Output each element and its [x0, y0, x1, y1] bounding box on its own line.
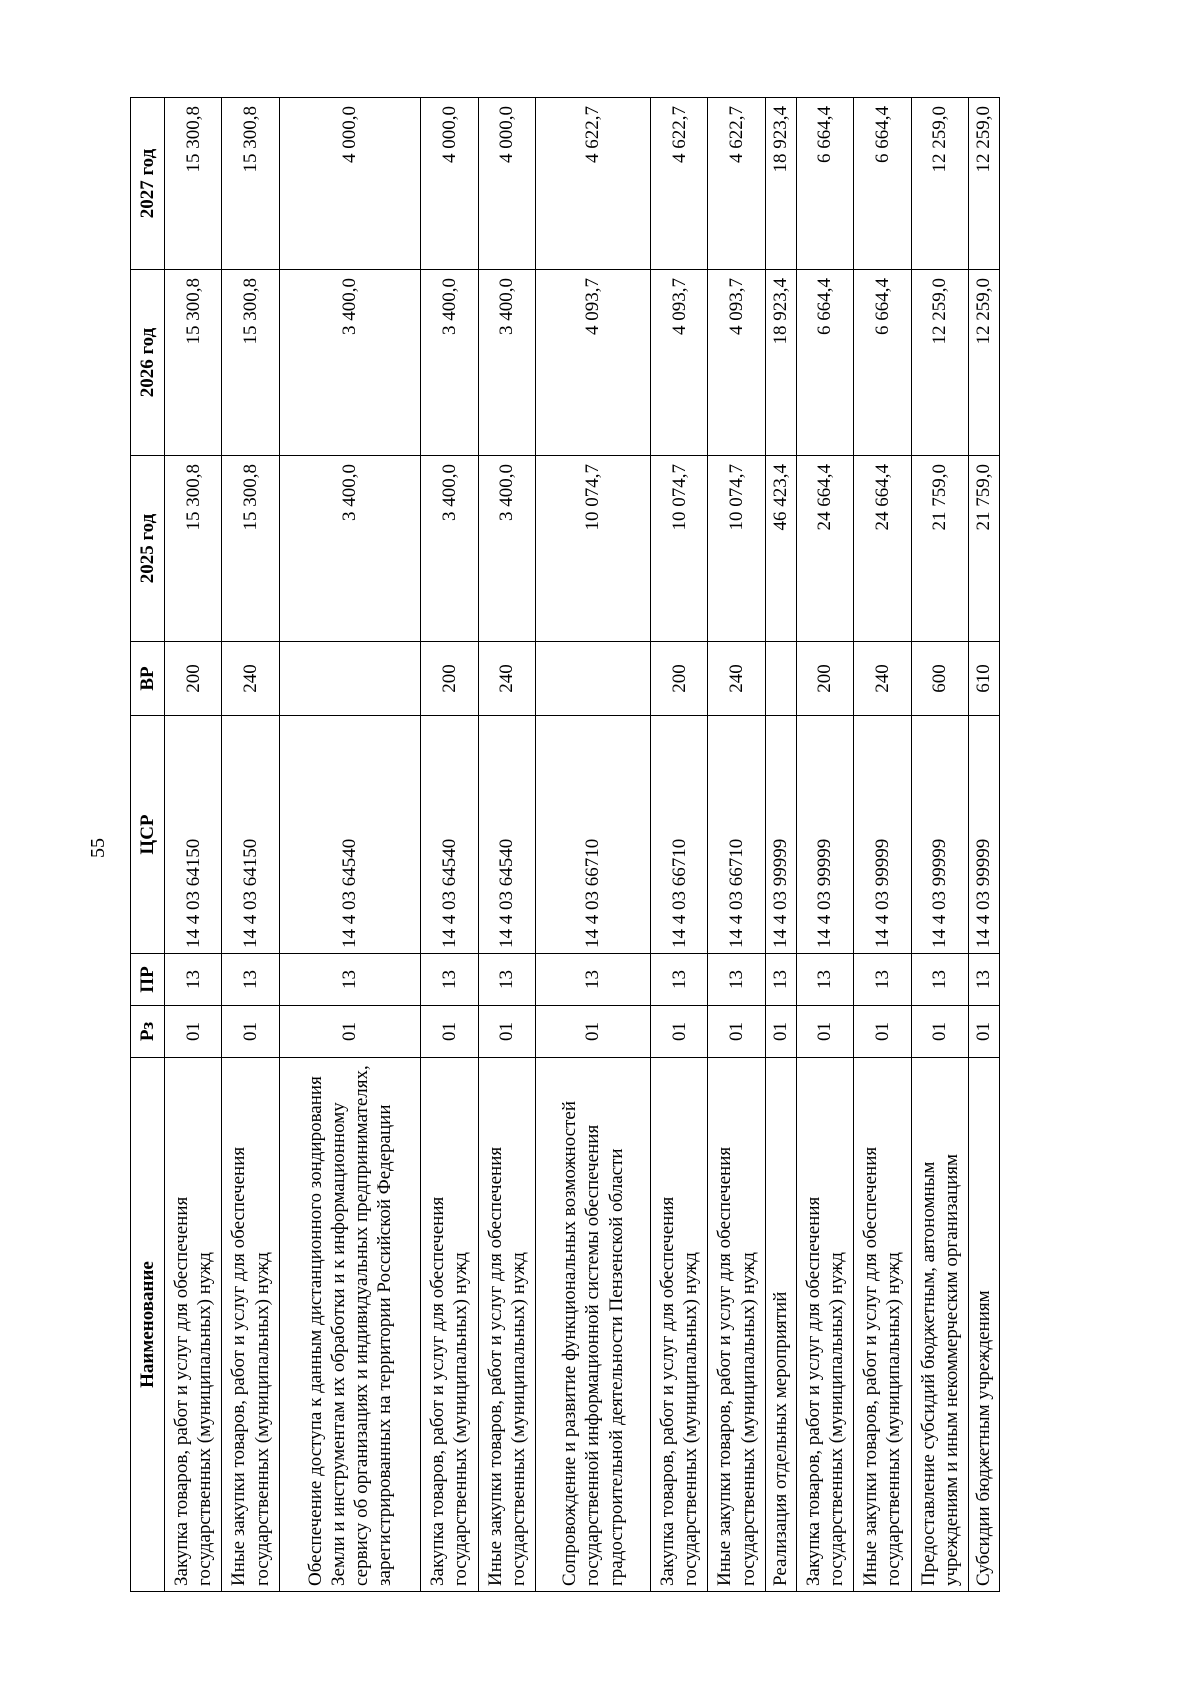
- cell-name: Реализация отдельных мероприятий: [765, 1058, 796, 1592]
- cell-2027: 4 622,7: [536, 98, 651, 270]
- cell-name: Обеспечение доступа к данным дистанционного зондирования Земли и инструментам их обработки и к информационному сервису об организациях и индивидуальных предпринимателях, зарегистрированных на территории Российской Федерации: [279, 1058, 420, 1592]
- cell-2025: 3 400,0: [279, 456, 420, 642]
- cell-name: Закупка товаров, работ и услуг для обеспечения государственных (муниципальных) нужд: [796, 1058, 853, 1592]
- table-row: [222, 98, 279, 1592]
- cell-name: Закупка товаров, работ и услуг для обеспечения государственных (муниципальных) нужд: [650, 1058, 707, 1592]
- cell-csr: 14 4 03 64540: [421, 716, 478, 954]
- cell-pr: 13: [165, 954, 222, 1006]
- cell-2027: 18 923,4: [765, 98, 796, 270]
- cell-csr: 14 4 03 64540: [478, 716, 535, 954]
- cell-vr: 200: [165, 642, 222, 716]
- cell-rz: 01: [222, 1006, 279, 1058]
- table-row: [968, 98, 999, 1592]
- cell-2025: 3 400,0: [478, 456, 535, 642]
- cell-rz: 01: [279, 1006, 420, 1058]
- cell-2026: 15 300,8: [165, 270, 222, 456]
- cell-rz: 01: [765, 1006, 796, 1058]
- cell-2025: 24 664,4: [796, 456, 853, 642]
- cell-name: Иные закупки товаров, работ и услуг для обеспечения государственных (муниципальных) нужд: [708, 1058, 765, 1592]
- cell-pr: 13: [854, 954, 911, 1006]
- cell-pr: 13: [796, 954, 853, 1006]
- cell-2025: 15 300,8: [222, 456, 279, 642]
- cell-name: Закупка товаров, работ и услуг для обеспечения государственных (муниципальных) нужд: [165, 1058, 222, 1592]
- cell-2027: 12 259,0: [911, 98, 968, 270]
- cell-2026: 15 300,8: [222, 270, 279, 456]
- cell-2027: 4 622,7: [708, 98, 765, 270]
- header-csr: ЦСР: [131, 716, 165, 954]
- table-body: [165, 98, 1000, 1592]
- cell-csr: 14 4 03 66710: [650, 716, 707, 954]
- header-2026: 2026 год: [131, 270, 165, 456]
- cell-csr: 14 4 03 99999: [796, 716, 853, 954]
- cell-csr: 14 4 03 99999: [968, 716, 999, 954]
- cell-name: Иные закупки товаров, работ и услуг для обеспечения государственных (муниципальных) нужд: [854, 1058, 911, 1592]
- cell-rz: 01: [421, 1006, 478, 1058]
- table-row: [421, 98, 478, 1592]
- cell-2027: 12 259,0: [968, 98, 999, 270]
- cell-csr: 14 4 03 64150: [165, 716, 222, 954]
- header-2025: 2025 год: [131, 456, 165, 642]
- cell-vr: 610: [968, 642, 999, 716]
- cell-rz: 01: [911, 1006, 968, 1058]
- cell-2025: 15 300,8: [165, 456, 222, 642]
- header-row: [131, 98, 165, 1592]
- cell-csr: 14 4 03 99999: [765, 716, 796, 954]
- cell-vr: 240: [708, 642, 765, 716]
- table-row: [911, 98, 968, 1592]
- cell-2025: 21 759,0: [968, 456, 999, 642]
- cell-vr: 200: [650, 642, 707, 716]
- cell-name: Иные закупки товаров, работ и услуг для обеспечения государственных (муниципальных) нужд: [222, 1058, 279, 1592]
- cell-rz: 01: [478, 1006, 535, 1058]
- cell-vr: 240: [854, 642, 911, 716]
- cell-2027: 4 000,0: [279, 98, 420, 270]
- cell-pr: 13: [708, 954, 765, 1006]
- cell-2026: 4 093,7: [650, 270, 707, 456]
- header-rz: Рз: [131, 1006, 165, 1058]
- cell-pr: 13: [478, 954, 535, 1006]
- cell-2027: 4 000,0: [421, 98, 478, 270]
- cell-2025: 10 074,7: [536, 456, 651, 642]
- cell-vr: 200: [796, 642, 853, 716]
- cell-2027: 4 622,7: [650, 98, 707, 270]
- table-row: [536, 98, 651, 1592]
- rotated-table-container: [130, 98, 1000, 1592]
- cell-vr: [536, 642, 651, 716]
- cell-vr: [765, 642, 796, 716]
- cell-rz: 01: [796, 1006, 853, 1058]
- cell-2026: 4 093,7: [708, 270, 765, 456]
- cell-2027: 15 300,8: [222, 98, 279, 270]
- cell-vr: 240: [222, 642, 279, 716]
- cell-csr: 14 4 03 64540: [279, 716, 420, 954]
- cell-vr: [279, 642, 420, 716]
- cell-name: Предоставление субсидий бюджетным, автономным учреждениям и иным некоммерческим организациям: [911, 1058, 968, 1592]
- cell-2027: 6 664,4: [796, 98, 853, 270]
- table-row: [708, 98, 765, 1592]
- table-row: [854, 98, 911, 1592]
- cell-vr: 600: [911, 642, 968, 716]
- cell-2026: 12 259,0: [911, 270, 968, 456]
- cell-2027: 4 000,0: [478, 98, 535, 270]
- cell-pr: 13: [911, 954, 968, 1006]
- cell-pr: 13: [279, 954, 420, 1006]
- table-row: [165, 98, 222, 1592]
- cell-2025: 10 074,7: [650, 456, 707, 642]
- table-row: [796, 98, 853, 1592]
- cell-csr: 14 4 03 99999: [911, 716, 968, 954]
- cell-2025: 21 759,0: [911, 456, 968, 642]
- budget-table: [130, 97, 1000, 1592]
- table-row: [650, 98, 707, 1592]
- cell-pr: 13: [765, 954, 796, 1006]
- cell-csr: 14 4 03 66710: [708, 716, 765, 954]
- header-name: Наименование: [131, 1058, 165, 1592]
- cell-csr: 14 4 03 66710: [536, 716, 651, 954]
- cell-name: Сопровождение и развитие функциональных возможностей государственной информационной системы обеспечения градостроительной деятельности Пензенской области: [536, 1058, 651, 1592]
- cell-name: Иные закупки товаров, работ и услуг для обеспечения государственных (муниципальных) нужд: [478, 1058, 535, 1592]
- cell-rz: 01: [536, 1006, 651, 1058]
- cell-pr: 13: [650, 954, 707, 1006]
- table-row: [279, 98, 420, 1592]
- cell-rz: 01: [968, 1006, 999, 1058]
- cell-pr: 13: [222, 954, 279, 1006]
- cell-2027: 15 300,8: [165, 98, 222, 270]
- cell-2026: 6 664,4: [854, 270, 911, 456]
- cell-rz: 01: [708, 1006, 765, 1058]
- cell-2026: 18 923,4: [765, 270, 796, 456]
- cell-2026: 4 093,7: [536, 270, 651, 456]
- cell-2025: 24 664,4: [854, 456, 911, 642]
- cell-pr: 13: [421, 954, 478, 1006]
- cell-pr: 13: [968, 954, 999, 1006]
- cell-rz: 01: [650, 1006, 707, 1058]
- cell-2025: 10 074,7: [708, 456, 765, 642]
- cell-2026: 3 400,0: [478, 270, 535, 456]
- cell-2026: 3 400,0: [279, 270, 420, 456]
- header-vr: ВР: [131, 642, 165, 716]
- cell-rz: 01: [854, 1006, 911, 1058]
- cell-csr: 14 4 03 99999: [854, 716, 911, 954]
- header-pr: ПР: [131, 954, 165, 1006]
- cell-2025: 3 400,0: [421, 456, 478, 642]
- cell-csr: 14 4 03 64150: [222, 716, 279, 954]
- table-row: [478, 98, 535, 1592]
- cell-rz: 01: [165, 1006, 222, 1058]
- cell-2025: 46 423,4: [765, 456, 796, 642]
- cell-pr: 13: [536, 954, 651, 1006]
- table-row: [765, 98, 796, 1592]
- cell-2026: 12 259,0: [968, 270, 999, 456]
- cell-vr: 200: [421, 642, 478, 716]
- header-2027: 2027 год: [131, 98, 165, 270]
- cell-2027: 6 664,4: [854, 98, 911, 270]
- cell-vr: 240: [478, 642, 535, 716]
- cell-name: Субсидии бюджетным учреждениям: [968, 1058, 999, 1592]
- cell-2026: 6 664,4: [796, 270, 853, 456]
- page-number: 55: [87, 838, 109, 858]
- cell-name: Закупка товаров, работ и услуг для обеспечения государственных (муниципальных) нужд: [421, 1058, 478, 1592]
- cell-2026: 3 400,0: [421, 270, 478, 456]
